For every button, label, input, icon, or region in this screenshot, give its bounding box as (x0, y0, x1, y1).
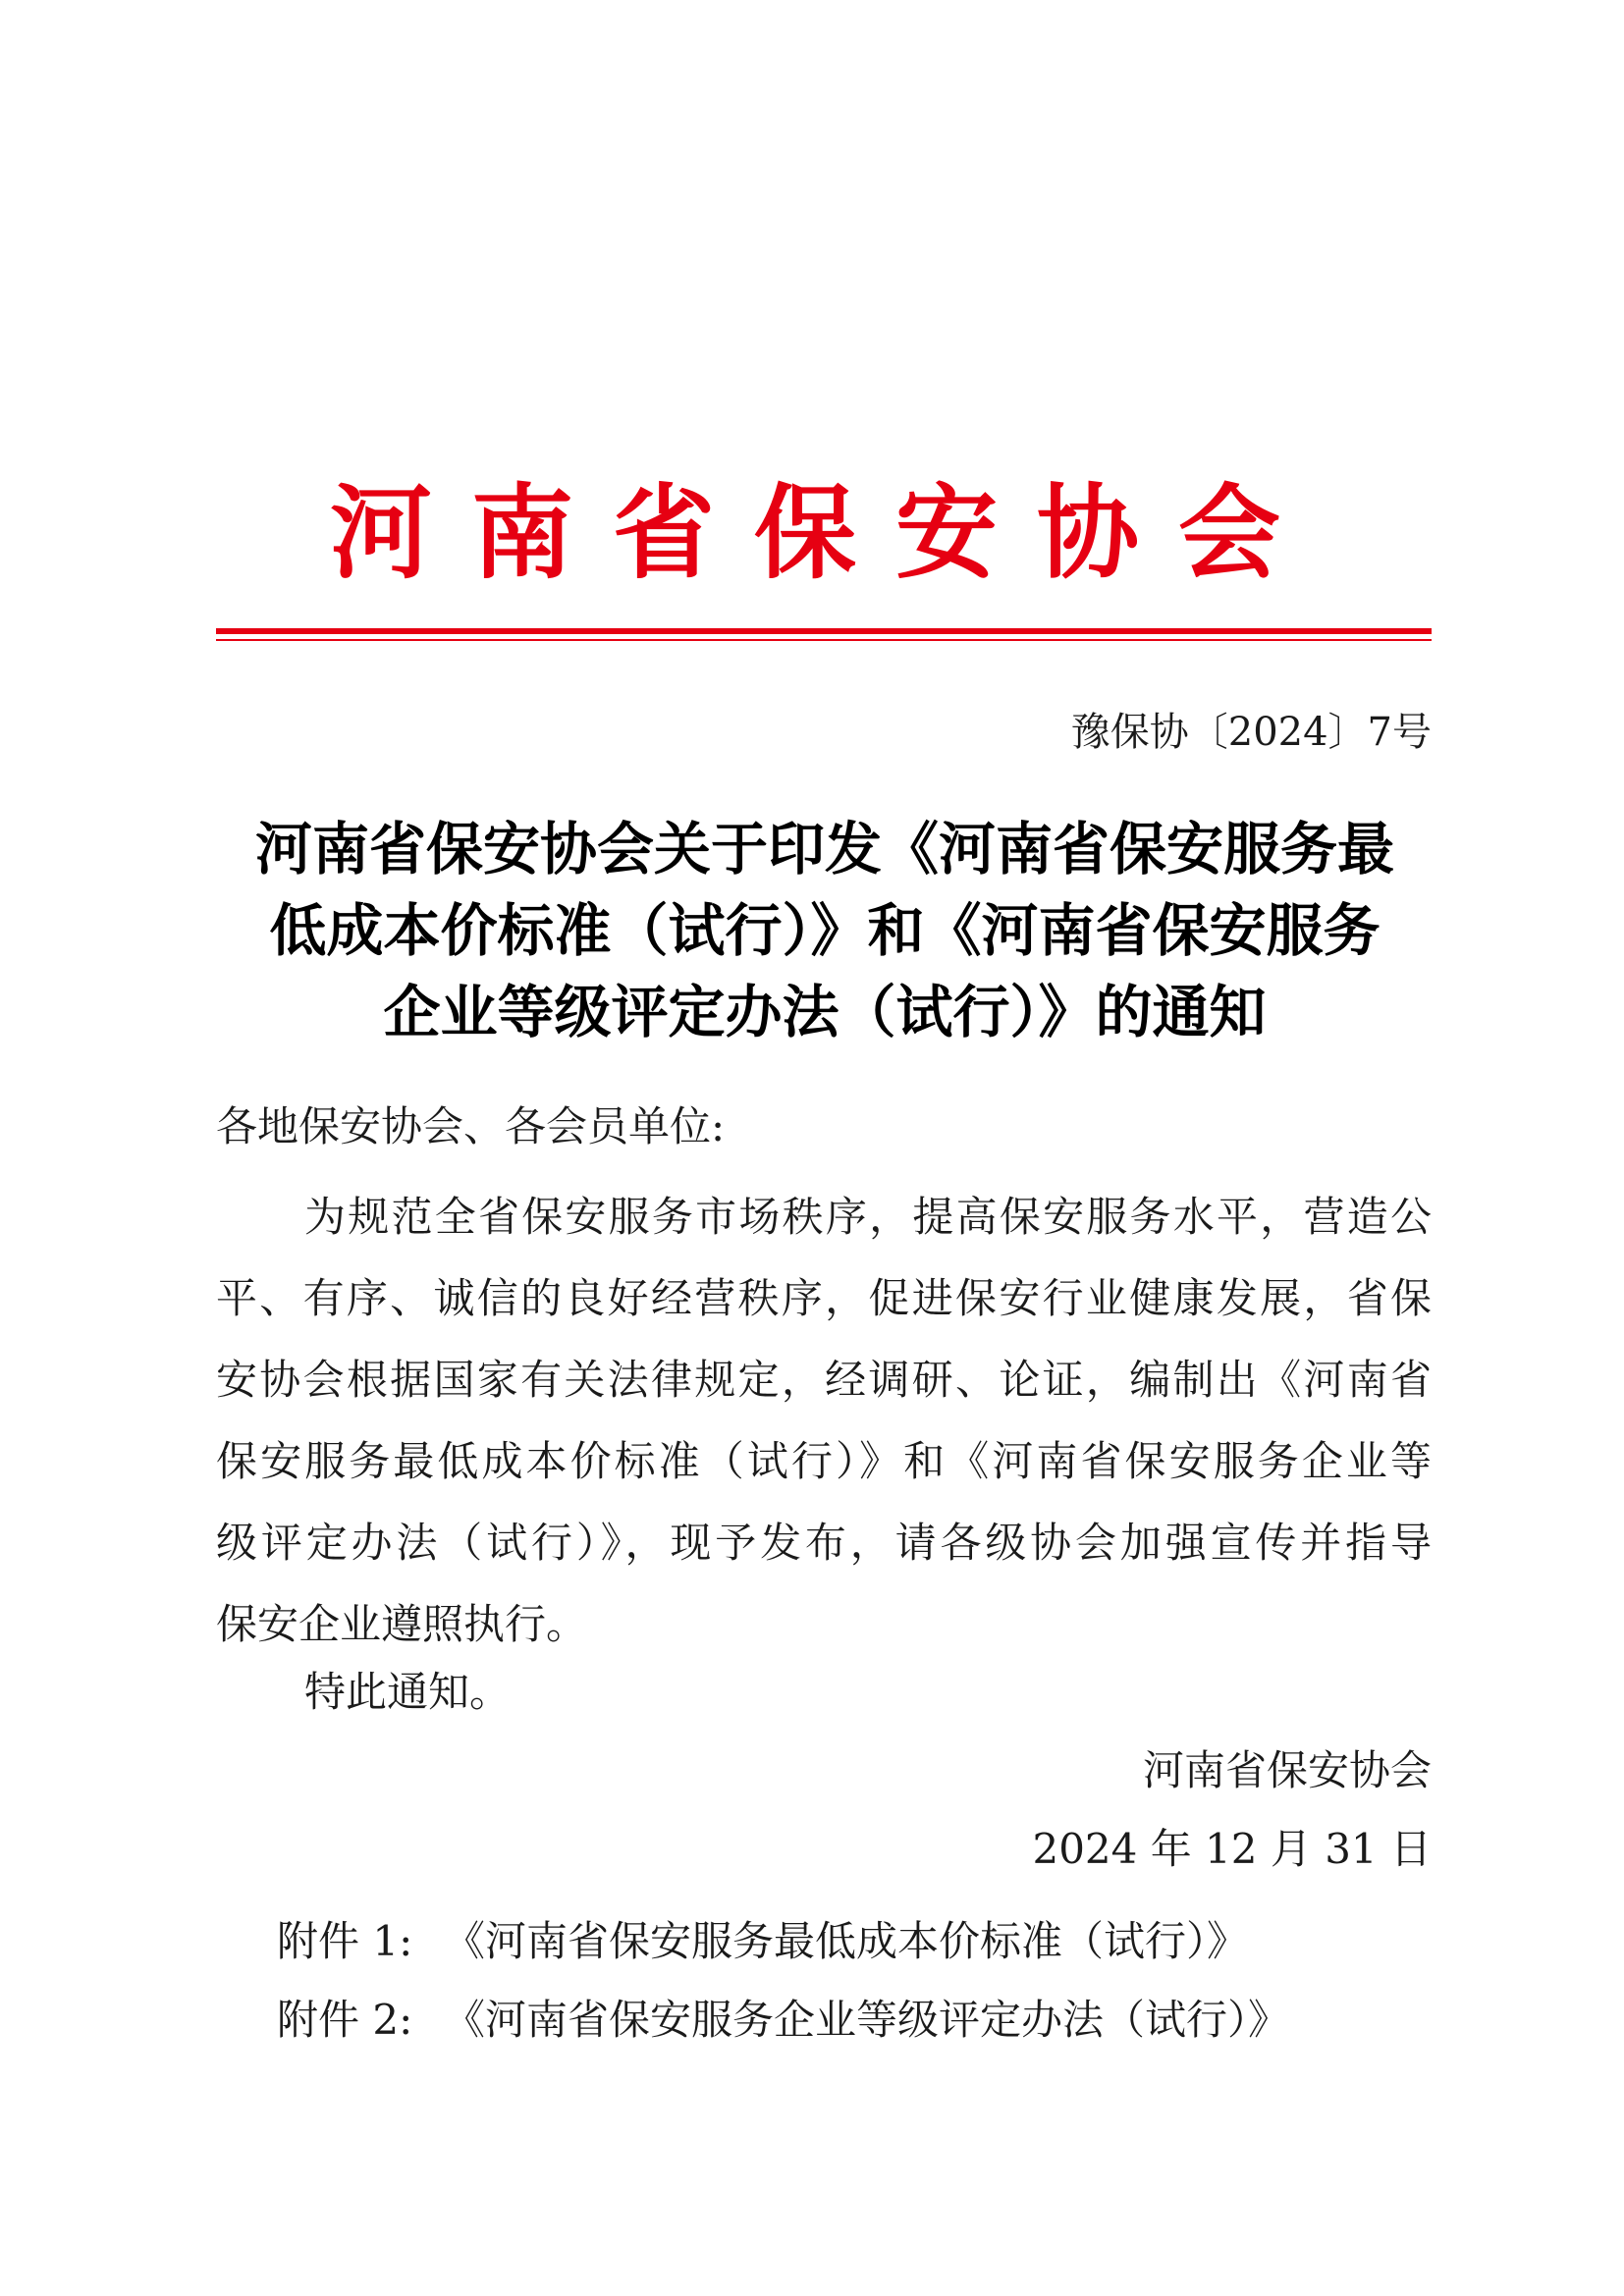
letterhead-org-name: 河南省保安协会 (329, 472, 1320, 593)
body-line: 级评定办法（试行）》，现予发布，请各级协会加强宣传并指导 (216, 1519, 1432, 1567)
body-line: 为规范全省保安服务市场秩序，提高保安服务水平，营造公 (304, 1193, 1432, 1241)
attachment-item (277, 1991, 1289, 2050)
document-number: 豫保协〔2024〕7号 (1070, 710, 1432, 755)
title-line: 河南省保安协会关于印发《河南省保安服务最 (254, 816, 1394, 882)
attachment-title: 《河南省保安服务最低成本价标准（试行）》 (444, 1917, 1249, 1965)
body-line: 保安企业遵照执行。 (216, 1600, 588, 1648)
attachment-label: 附件 1: (277, 1917, 413, 1965)
signer-org: 河南省保安协会 (1142, 1746, 1432, 1794)
letterhead-red-rule-thin (216, 639, 1432, 641)
body-paragraph (216, 1176, 1432, 1665)
attachment-title: 《河南省保安服务企业等级评定办法（试行）》 (444, 1996, 1290, 2044)
title-line: 企业等级评定办法（试行）》的通知 (383, 979, 1267, 1045)
body-line: 平、有序、诚信的良好经营秩序，促进保安行业健康发展，省保 (216, 1274, 1432, 1322)
attachment-label: 附件 2: (277, 1996, 413, 2044)
body-line: 安协会根据国家有关法律规定，经调研、论证，编制出《河南省 (216, 1356, 1432, 1404)
body-line: 保安服务最低成本价标准（试行）》和《河南省保安服务企业等 (216, 1437, 1432, 1485)
letterhead-red-rule (216, 628, 1432, 634)
salutation: 各地保安协会、各会员单位: (216, 1102, 726, 1150)
closing-text: 特此通知。 (304, 1668, 512, 1716)
attachment-item (277, 1912, 1248, 1971)
title-line: 低成本价标准（试行）》和《河南省保安服务 (269, 897, 1380, 964)
document-title (216, 809, 1434, 1053)
issue-date: 2024 年 12 月 31 日 (1032, 1825, 1432, 1873)
